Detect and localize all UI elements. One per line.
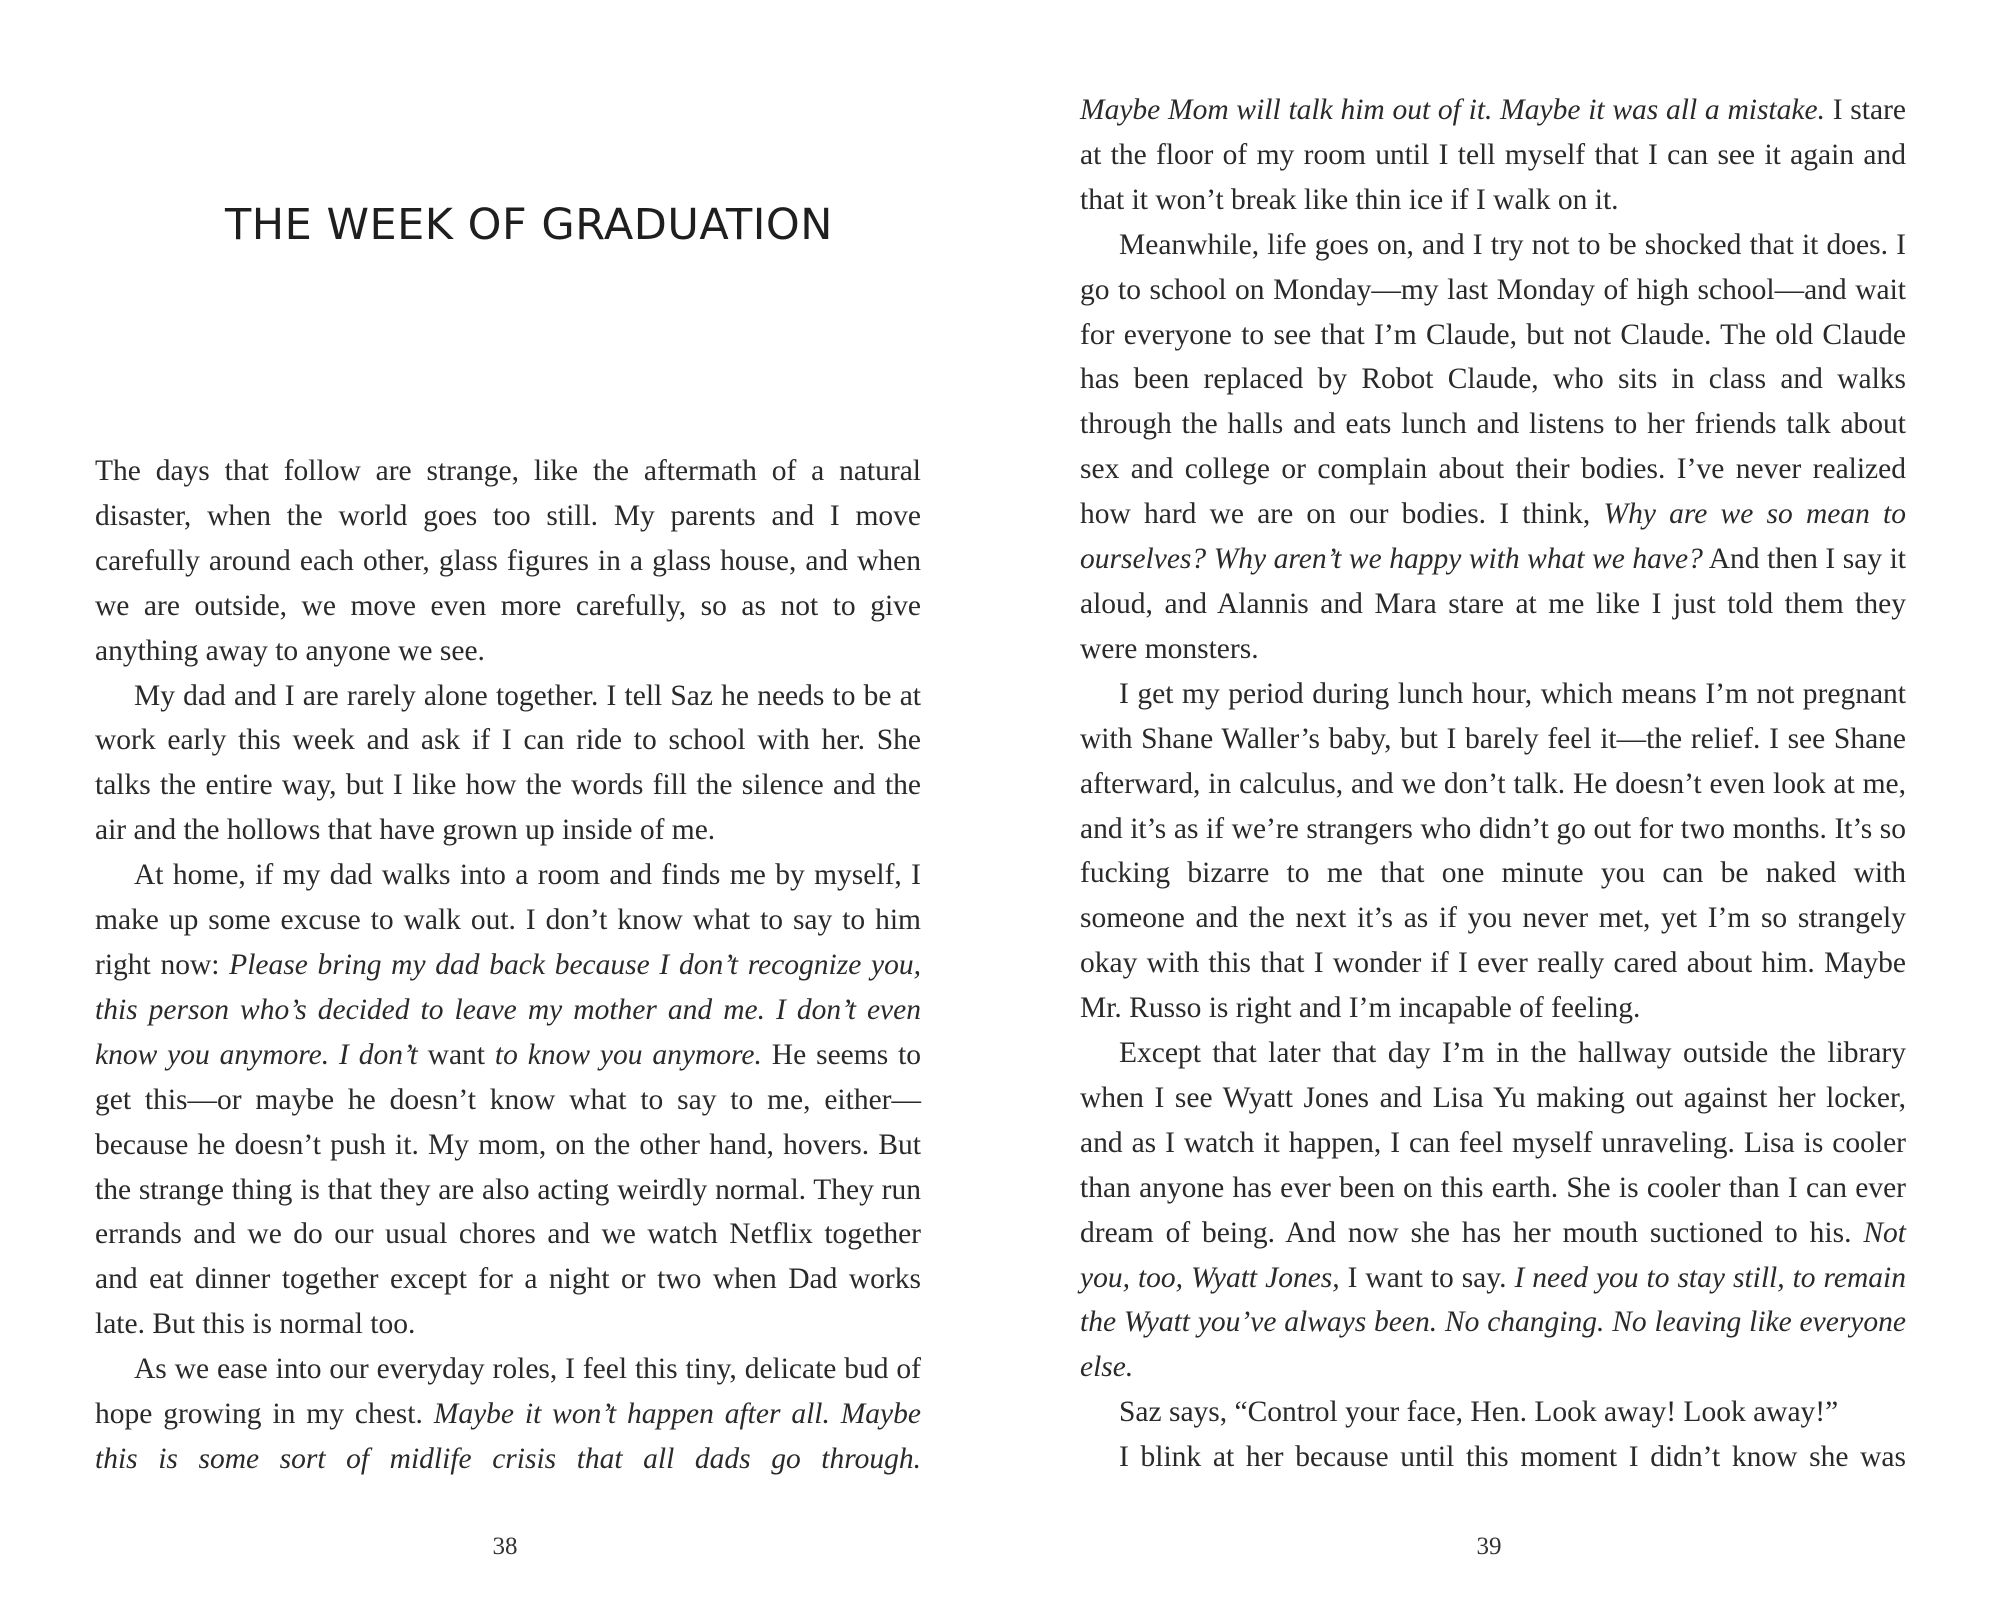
page-number: 39 — [1476, 1533, 1502, 1560]
left-page-body — [95, 449, 921, 1482]
paragraph: I get my period during lunch hour, which means I’m not pregnant with Shane Waller’s baby, but I barely feel it—the relief. I see Shane afterward, in calculus, and we don’t talk. He doesn’t even look at me, and it’s as if we’re strangers who didn’t go out for two months. It’s so fucking bizarre to me that one minute you can be naked with someone and the next it’s as if you never met, yet I’m so strangely okay with this that I wonder if I ever really cared about him. Maybe Mr. Russo is right and I’m incapable of feeling. — [1080, 677, 1906, 1025]
paragraph: Maybe Mom will talk him out of it. Maybe it was all a mistake. I stare at the floor of my room until I tell myself that I can see it again and that it won’t break like thin ice if I walk on it. — [1080, 94, 1906, 216]
right-page-body — [1080, 88, 1906, 1480]
page-number: 38 — [492, 1533, 518, 1560]
paragraph: I blink at her because until this moment I didn’t know she was — [1119, 1441, 1906, 1474]
paragraph: Except that later that day I’m in the hallway outside the library when I see Wyatt Jones and Lisa Yu making out against her locker, and as I watch it happen, I can feel myself unraveling. Lisa is cooler than anyone has ever been on this earth. She is cooler than I can ever dream of being. And now she has her mouth suctioned to his. Not you, too, Wyatt Jones, I want to say. I need you to stay still, to remain the Wyatt you’ve always been. No changing. No leaving like everyone else. — [1080, 1037, 1906, 1384]
chapter-title: THE WEEK OF GRADUATION — [225, 200, 833, 250]
paragraph: Meanwhile, life goes on, and I try not to be shocked that it does. I go to school on Monday—my last Monday of high school—and wait for everyone to see that I’m Claude, but not Claude. The old Claude has been replaced by Robot Claude, who sits in class and walks through the halls and eats lunch and listens to her friends talk about sex and college or complain about their bodies. I’ve never realized how hard we are on our bodies. I think, Why are we so mean to ourselves? Why aren’t we happy with what we have? And then I say it aloud, and Alannis and Mara stare at me like I just told them they were monsters. — [1080, 228, 1906, 665]
paragraph: My dad and I are rarely alone together. I tell Saz he needs to be at work early this week and ask if I can ride to school with her. She talks the entire way, but I like how the words fill the silence and the air and the hollows that have grown up inside of me. — [95, 679, 921, 847]
paragraph: Saz says, “Control your face, Hen. Look away! Look away!” — [1119, 1396, 1839, 1429]
paragraph: The days that follow are strange, like the aftermath of a natural disaster, when the world goes too still. My parents and I move carefully around each other, glass figures in a glass house, and when we are outside, we move even more carefully, so as not to give anything away to anyone we see. — [95, 455, 921, 667]
paragraph: At home, if my dad walks into a room and finds me by myself, I make up some excuse to walk out. I don’t know what to say to him right now: Please bring my dad back because I don’t recognize you, this person who’s decided to leave my mother and me. I don’t even know you anymore. I don’t want to know you anymore. He seems to get this—or maybe he doesn’t know what to say to me, either—because he doesn’t push it. My mom, on the other hand, hovers. But the strange thing is that they are also acting weirdly normal. They run errands and we do our usual chores and we watch Netflix together and eat dinner together except for a night or two when Dad works late. But this is normal too. — [95, 859, 922, 1341]
right-page — [1000, 0, 2000, 1618]
paragraph: As we ease into our everyday roles, I feel this tiny, delicate bud of hope growing in my chest. Maybe it won’t happen after all. Maybe this is some sort of midlife crisis that all dads go through. — [95, 1353, 921, 1475]
